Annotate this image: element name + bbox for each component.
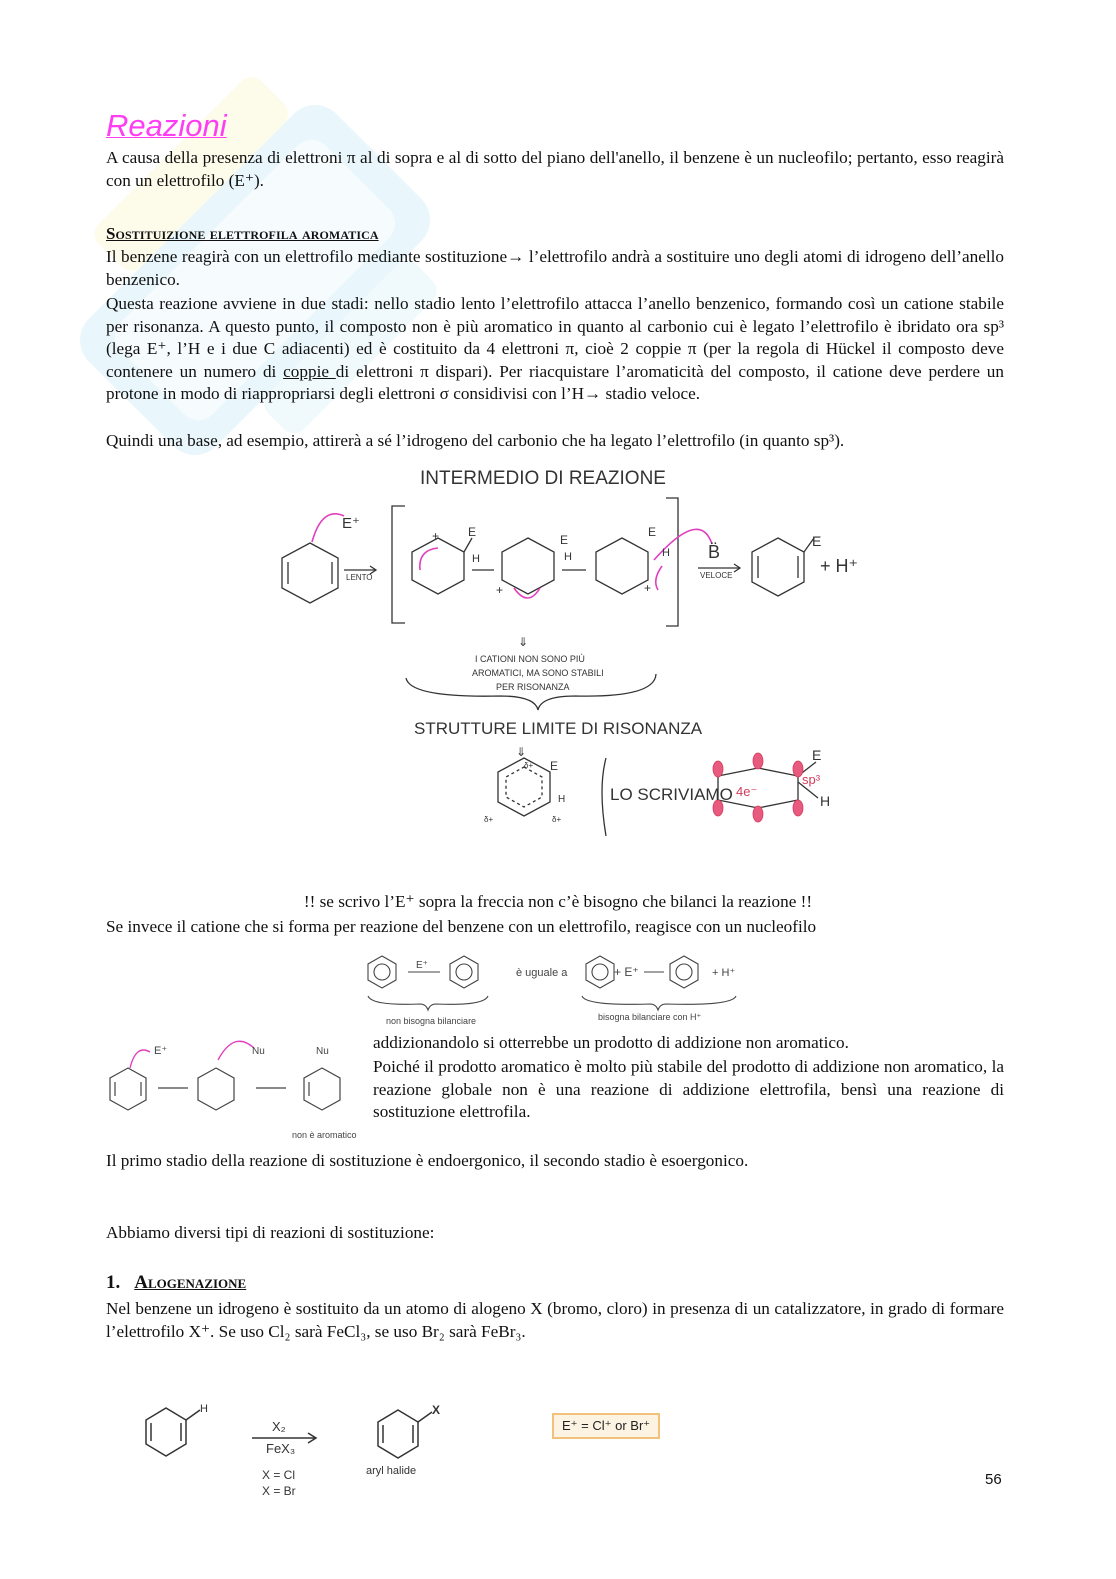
x-label: X [432, 1403, 441, 1417]
plus-label: + [496, 583, 504, 597]
bond [464, 538, 472, 552]
h-label: H [472, 553, 480, 565]
h-label: H [564, 551, 572, 563]
aromatic-circle [592, 964, 608, 980]
paragraph-addition: addizionandolo si otterrebbe un prodotto di addizione non aromatico. [373, 1033, 849, 1052]
catalyst-label: FeX₃ [266, 1441, 296, 1456]
curly-brace [368, 996, 488, 1010]
paragraph-types: Abbiamo diversi tipi di reazioni di sostituzione: [106, 1223, 435, 1242]
nucleophile-label: Nu [316, 1046, 329, 1057]
curved-arrow [312, 514, 344, 542]
write-as-label: LO SCRIVIAMO [610, 785, 733, 804]
important-note: !! se scrivo l’E⁺ sopra la freccia non c’è bisogno che bilanci la reazione !! [303, 892, 813, 911]
benzene-ring [368, 956, 396, 988]
paragraph-text: Questa reazione avviene in due stadi: nello stadio lento l’elettrofilo attacca l’anello benzenico, formando così un catione stabile per risonanza. A questo punto, il composto non è più aromatico in quanto al carbonio cui è legato l’elettrofilo è ibridato ora sp³ (lega E⁺, l’H e i due C adiacenti) ed è costituito da 4 elettroni π, cioè 2 coppie π (per la regola di Hückel il composto deve contenere un numero di [106, 294, 1004, 381]
p-orbital [753, 753, 763, 769]
intro-paragraph: A causa della presenza di elettroni π al di sopra e al di sotto del piano dell'anello, il benzene è un nucleofilo; pertanto, esso reagirà con un elettrofilo (E⁺). [106, 148, 1004, 190]
section-paragraph-2 [106, 293, 1004, 406]
caption-right: bisogna bilanciare con H⁺ [598, 1012, 702, 1022]
e-label: E [648, 525, 657, 539]
p-orbital [713, 761, 723, 777]
proton-label: + H⁺ [820, 556, 859, 576]
reagent-label: X₂ [272, 1419, 286, 1434]
arrow-down: ⇓ [518, 635, 529, 649]
bracket-left [392, 506, 405, 623]
plus-label: + [432, 529, 440, 543]
sketch-reaction-intermediate [270, 458, 870, 850]
e-label: E [812, 747, 822, 763]
sketch-addition [104, 1032, 374, 1142]
electrophile-label: E⁺ [342, 515, 360, 532]
bond [186, 1410, 200, 1420]
plus-label: + [644, 581, 652, 595]
benzene-ring [282, 543, 338, 603]
electrophile-label: E⁺ [154, 1045, 168, 1057]
paragraph-stability: Poiché il prodotto aromatico è molto più stabile del prodotto di addizione non aromatico, la reazione globale non è una reazione di addizione elettrofila, bensì una reazione di sostituzione elettrofila. [373, 1057, 1004, 1121]
x-br-label: X = Br [262, 1484, 296, 1498]
base-label: B̈ [708, 542, 721, 562]
section-paragraph-3: Quindi una base, ad esempio, attirerà a sé l’idrogeno del carbonio che ha legato l’elettrofilo (in quanto sp³). [106, 431, 845, 450]
e-label: E [550, 759, 559, 773]
delta-label: δ+ [552, 815, 562, 824]
p-orbital [793, 800, 803, 816]
dashed-ring [506, 767, 542, 807]
note-line: I CATIONI NON SONO PIÙ [475, 654, 585, 664]
note-line: AROMATICI, MA SONO STABILI [472, 668, 604, 678]
aromatic-circle [374, 964, 390, 980]
curved-arrow [656, 566, 662, 590]
delta-label: δ+ [524, 761, 534, 770]
section-number: 1. [106, 1272, 121, 1293]
underlined-word: coppie [283, 361, 336, 381]
sketch-heading-2: STRUTTURE LIMITE DI RISONANZA [414, 719, 703, 738]
not-aromatic-label: non è aromatico [292, 1130, 357, 1140]
sp3-label: sp³ [802, 772, 821, 787]
benzene-ring [378, 1410, 418, 1458]
plus-e-label: + E⁺ [614, 965, 639, 979]
curved-arrow [218, 1041, 254, 1060]
paragraph-halogenation: Nel benzene un idrogeno è sostituito da un atomo di alogeno X (bromo, cloro) in presenza di un catalizzatore, in grado di formare l’elettrofilo X⁺. Se uso Cl₂ sarà FeCl₃, se uso Br₂ sarà FeBr₃. [106, 1299, 1004, 1341]
note-line: PER RISONANZA [496, 682, 570, 692]
sketch-heading: INTERMEDIO DI REAZIONE [420, 468, 666, 489]
slow-label: LENTO [346, 573, 373, 582]
section-title: Alogenazione [134, 1272, 247, 1293]
h-label: H [662, 547, 670, 559]
benzene-ring [752, 538, 804, 596]
x-cl-label: X = Cl [262, 1468, 296, 1482]
nucleophile-label: Nu [252, 1046, 265, 1057]
page-number: 56 [985, 1471, 1002, 1488]
electrophile-box: E⁺ = Cl⁺ or Br⁺ [552, 1413, 660, 1439]
plus-h-label: + H⁺ [712, 967, 736, 979]
figure-halogenation [130, 1398, 470, 1506]
arrow-down: ⇓ [516, 745, 527, 759]
curved-arrow [420, 548, 438, 570]
paragraph-nucleophile: Se invece il catione che si forma per reazione del benzene con un elettrofilo, reagisce con un nucleofilo [106, 917, 817, 936]
curved-arrow [130, 1050, 150, 1068]
page-title: Reazioni [106, 108, 227, 143]
e-label: E [812, 533, 822, 549]
benzene-ring [146, 1408, 186, 1456]
benzene-ring [502, 538, 554, 594]
equals-label: è uguale a [516, 967, 568, 979]
four-electrons-label: 4e⁻ [736, 784, 758, 799]
h-label: H [558, 794, 566, 805]
sketch-balancing [360, 948, 750, 1028]
paragraph-text: di elettroni π dispari). Per riacquistare l’aromaticità del composto, il catione deve perdere un protone in modo di riappropriarsi degli elettroni σ considivisi con l’H→ stadio veloce. [106, 361, 1004, 403]
paragraph-stages: Il primo stadio della reazione di sostituzione è endoergonico, il secondo stadio è esoergonico. [106, 1151, 749, 1170]
fast-label: VELOCE [700, 571, 733, 580]
caption-left: non bisogna bilanciare [386, 1016, 477, 1026]
aryl-halide-label: aryl halide [366, 1465, 417, 1477]
section-heading-sostituzione: Sostituizione elettrofila aromatica [106, 224, 379, 243]
aromatic-circle [676, 964, 692, 980]
section-paragraph-1: Il benzene reagirà con un elettrofilo mediante sostituzione→ l’elettrofilo andrà a sostituire uno degli atomi di idrogeno dell’anello benzenico. [106, 247, 1004, 289]
bond [418, 1412, 432, 1422]
electrophile-label: E⁺ [416, 960, 428, 971]
benzene-ring [450, 956, 478, 988]
p-orbital [753, 806, 763, 822]
aromatic-circle [456, 964, 472, 980]
curly-brace [406, 674, 656, 710]
benzene-ring [586, 956, 614, 988]
benzene-ring [596, 538, 648, 594]
brace-mark [602, 758, 606, 836]
benzene-ring [670, 956, 698, 988]
bracket-right [666, 498, 678, 626]
delta-label: δ+ [484, 815, 494, 824]
benzene-ring [198, 1068, 234, 1110]
h-label: H [200, 1403, 208, 1415]
section-heading-alogenazione [106, 1272, 246, 1294]
e-label: E [468, 525, 477, 539]
h-label: H [820, 793, 831, 809]
e-label: E [560, 533, 569, 547]
curly-brace [582, 996, 736, 1010]
